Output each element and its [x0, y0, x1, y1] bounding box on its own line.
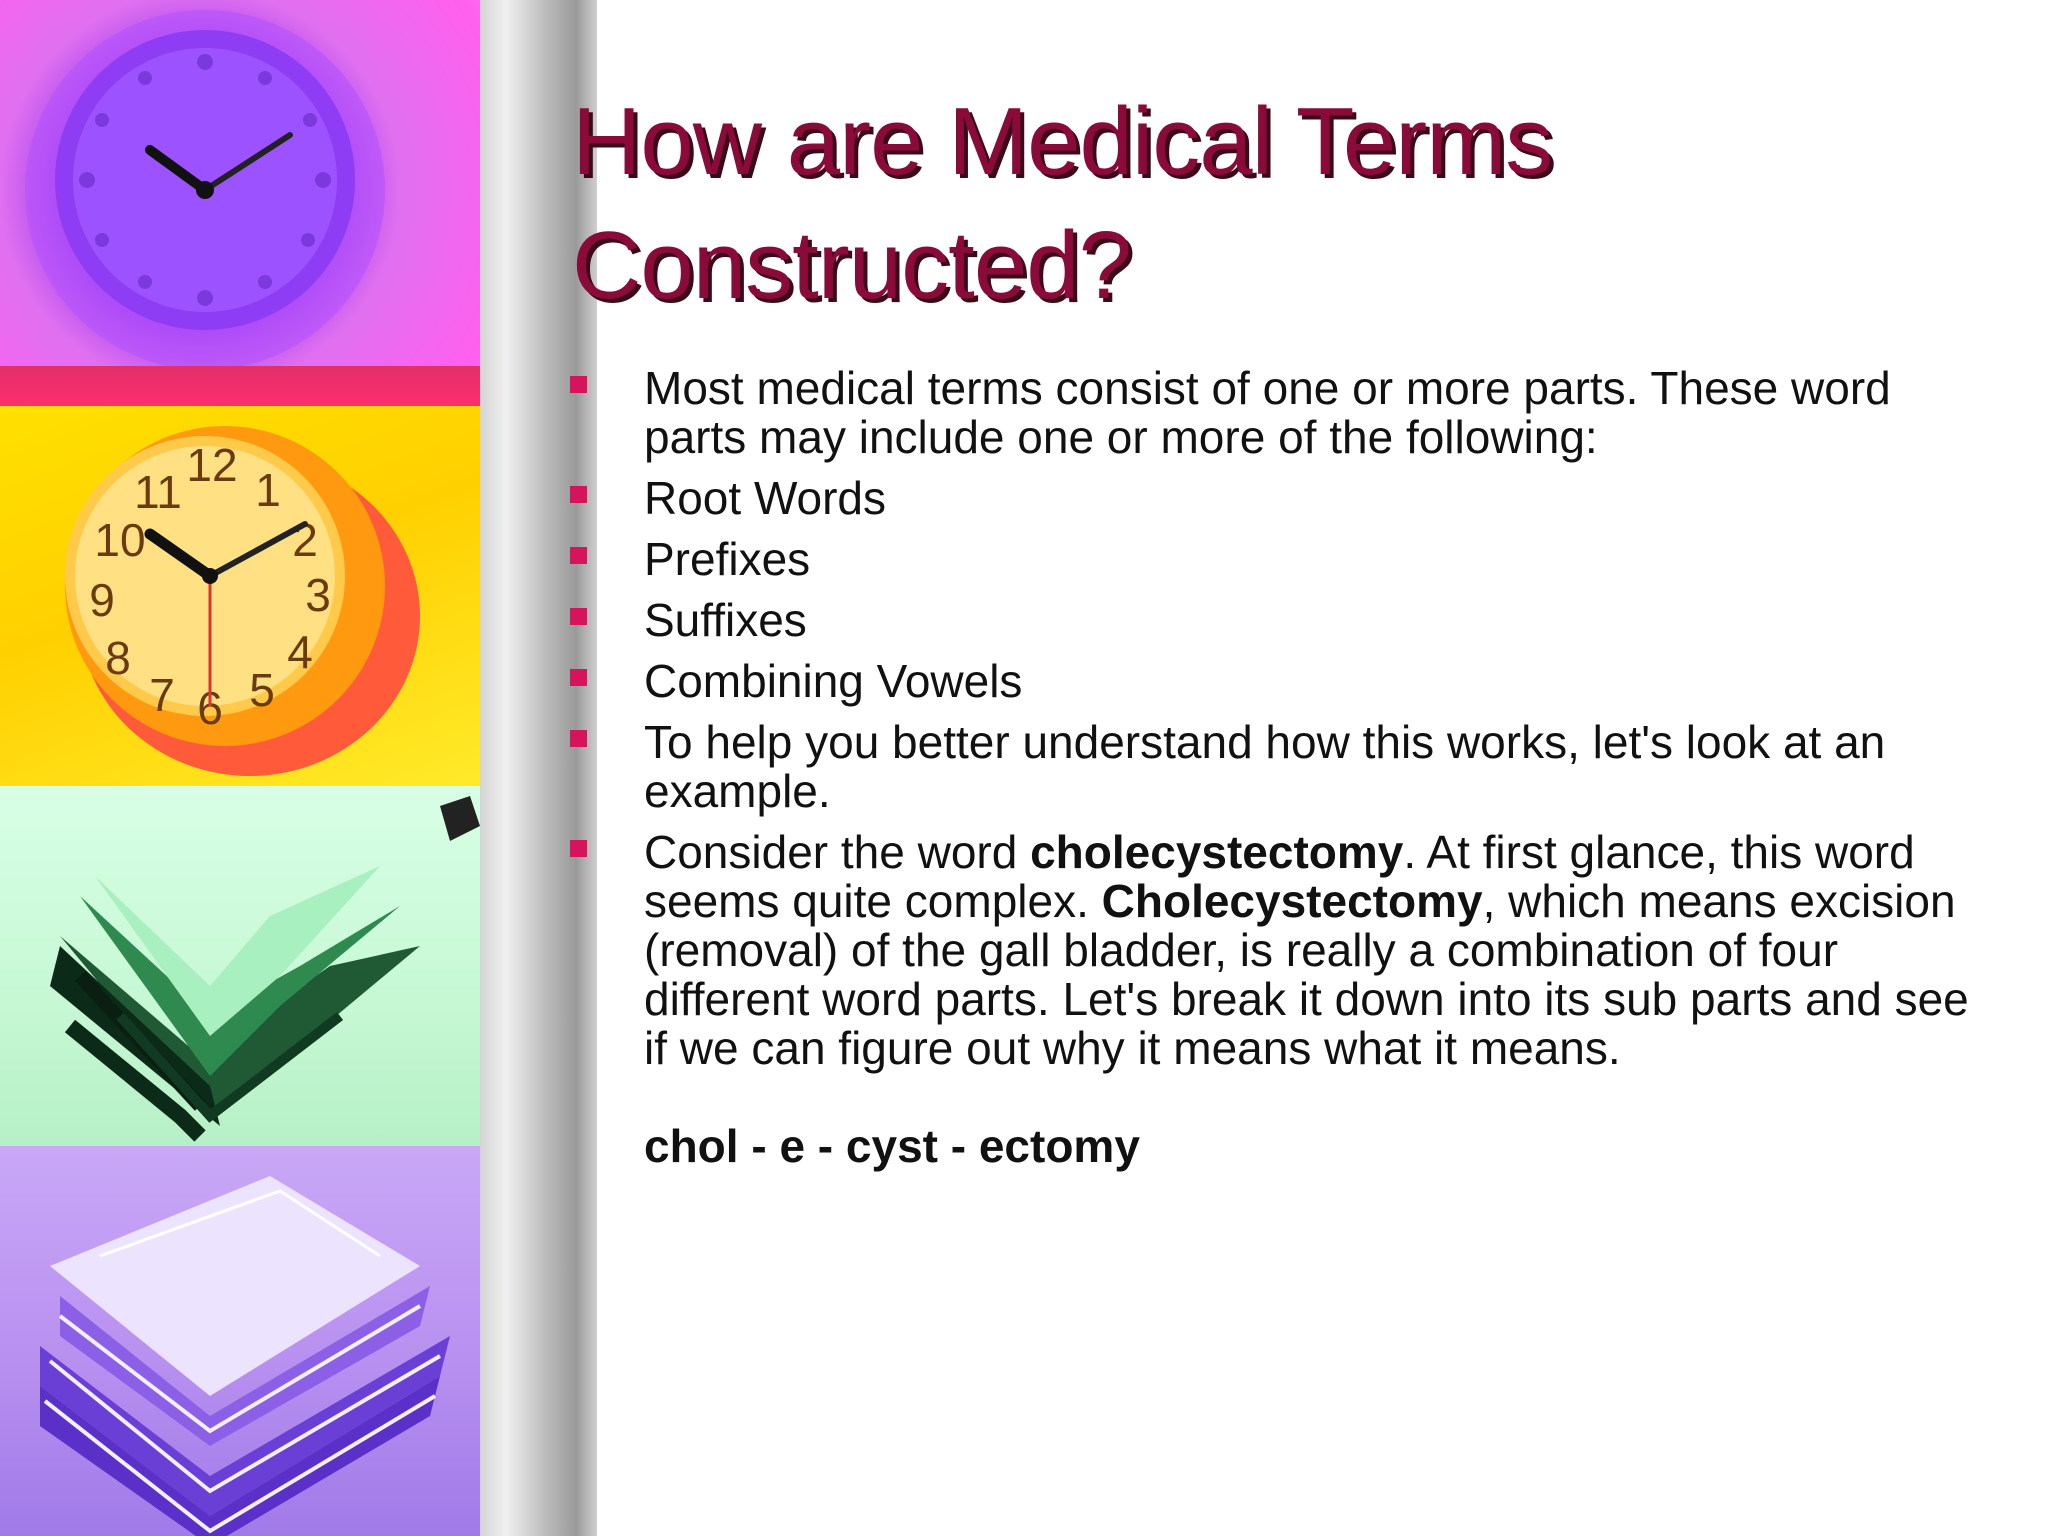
list-item	[568, 474, 1988, 523]
list-item	[568, 596, 1988, 645]
square-bullet-icon	[570, 730, 587, 747]
svg-text:9: 9	[89, 574, 115, 626]
bullet-text: Combining Vowels	[644, 655, 1023, 707]
svg-text:5: 5	[249, 664, 275, 716]
slide-title	[572, 80, 1992, 328]
square-bullet-icon	[570, 486, 587, 503]
svg-text:3: 3	[305, 569, 331, 621]
bullet-text: Prefixes	[644, 533, 811, 585]
bullet-text: Root Words	[644, 472, 887, 524]
text-segment: Consider the word	[644, 826, 1031, 878]
text-segment: . At first glance, this word seems quite complex.	[644, 826, 1915, 927]
square-bullet-icon	[570, 547, 587, 564]
list-item	[568, 364, 1988, 462]
clock-icon	[0, 0, 480, 366]
svg-text:8: 8	[105, 632, 131, 684]
svg-text:11: 11	[134, 466, 182, 518]
svg-text:7: 7	[149, 669, 175, 721]
svg-text:6: 6	[197, 682, 223, 734]
decorative-image-column	[0, 0, 480, 1536]
clock-yellow-image	[0, 406, 480, 786]
svg-text:1: 1	[255, 464, 281, 516]
square-bullet-icon	[570, 376, 587, 393]
svg-text:10: 10	[94, 514, 146, 566]
books-green-image	[0, 786, 480, 1146]
bullet-text	[644, 826, 1969, 1074]
paper-stack-icon	[0, 1146, 480, 1536]
pink-stripe	[0, 366, 480, 406]
bullet-list	[568, 364, 1988, 1183]
bold-term: cholecystectomy	[1030, 826, 1404, 878]
bullet-text: Suffixes	[644, 594, 807, 646]
bullet-text: Most medical terms consist of one or more parts. These word parts may include one or more of the following:	[644, 362, 1891, 463]
title-line-1: How are Medical Terms	[572, 88, 1553, 195]
bold-term: Cholecystectomy	[1101, 875, 1483, 927]
word-breakdown: chol - e - cyst - ectomy	[644, 1120, 1140, 1172]
svg-text:2: 2	[292, 514, 318, 566]
open-book-icon	[0, 786, 480, 1146]
bullet-text: To help you better understand how this works, let's look at an example.	[644, 716, 1886, 817]
list-item	[568, 657, 1988, 706]
alarm-clock-icon	[0, 406, 480, 786]
svg-text:12: 12	[186, 439, 238, 491]
square-bullet-icon	[570, 669, 587, 686]
text-segment: , which means excision (removal) of the gall bladder, is really a combination of four different word parts. Let's break it down into its sub parts and see if we can figure out why it means what it means.	[644, 875, 1969, 1074]
square-bullet-icon	[570, 840, 587, 857]
square-bullet-icon	[570, 608, 587, 625]
list-item	[568, 828, 1988, 1171]
list-item	[568, 535, 1988, 584]
books-violet-image	[0, 1146, 480, 1536]
svg-text:4: 4	[287, 626, 313, 678]
clock-magenta-image	[0, 0, 480, 366]
title-line-2: Constructed?	[572, 212, 1131, 319]
list-item	[568, 718, 1988, 816]
